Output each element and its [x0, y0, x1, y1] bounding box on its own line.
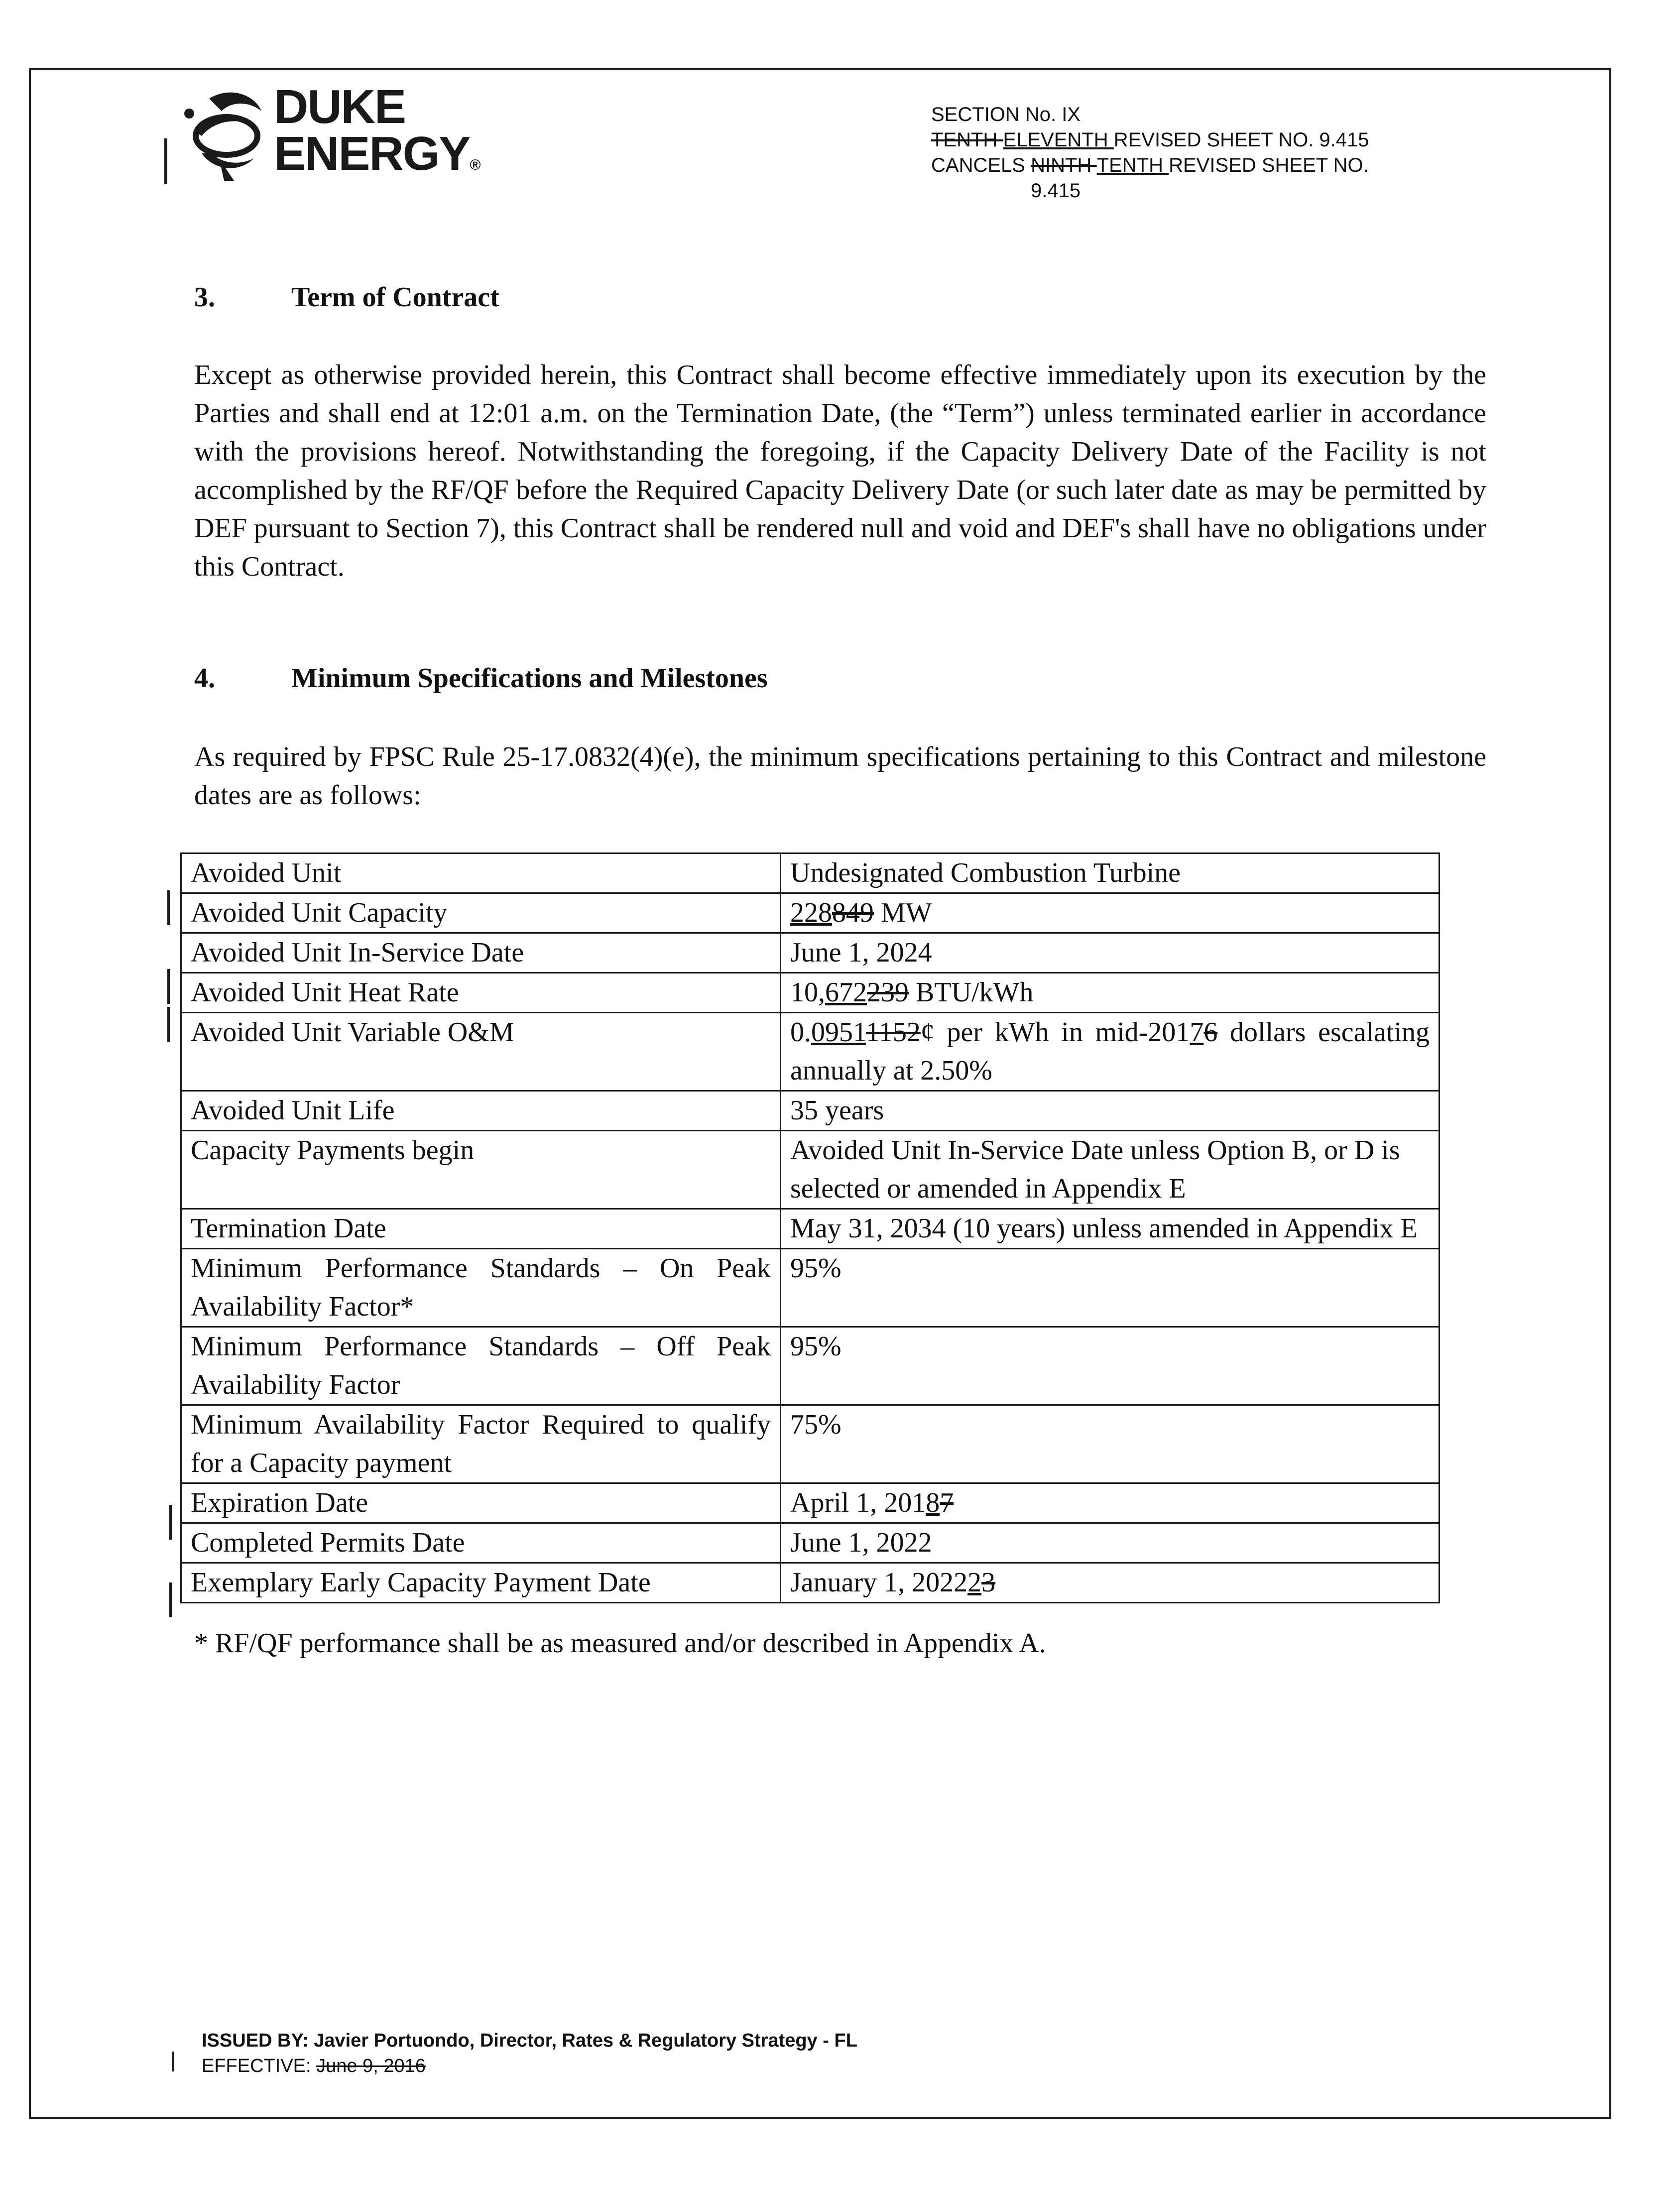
- table-row: [181, 1131, 1440, 1209]
- cancels-old-text: NINTH: [1031, 154, 1097, 176]
- revision-bar: [167, 890, 170, 925]
- row-label: Avoided Unit Heat Rate: [181, 973, 781, 1013]
- table-row: [181, 1249, 1440, 1327]
- cancels-line: [931, 153, 1369, 178]
- row-label: Minimum Performance Standards – Off Peak Availability Factor: [181, 1327, 781, 1405]
- value-text: 10,: [790, 977, 825, 1008]
- duke-energy-globe-icon: [174, 84, 274, 183]
- row-value: 75%: [781, 1405, 1440, 1483]
- table-row: [181, 1209, 1440, 1249]
- inserted-text: 2: [967, 1567, 982, 1598]
- section3-paragraph: Except as otherwise provided herein, this Contract shall become effective immediately upon its execution by the Parties and shall end at 12:01 a.m. on the Termination Date, (the “Term”) unless terminated earlier in accordance with the provisions hereof. Notwithstanding the foregoing, if the Capacity Delivery Date of the Facility is not accomplished by the RF/QF before the Required Capacity Delivery Date (or such later date as may be permitted by DEF pursuant to Section 7), this Contract shall be rendered null and void and DEF's shall have no obligations under this Contract.: [194, 360, 1486, 582]
- row-value: June 1, 2022: [781, 1523, 1440, 1563]
- deleted-text: 7: [940, 1487, 954, 1518]
- table-row: [181, 1013, 1440, 1091]
- row-label: Avoided Unit: [181, 853, 781, 893]
- inserted-text: 228: [790, 897, 832, 928]
- revision-bar: [172, 2052, 174, 2071]
- row-label: Minimum Availability Factor Required to qualify for a Capacity payment: [181, 1405, 781, 1483]
- cancels-new-text: TENTH: [1096, 154, 1169, 176]
- row-label: Avoided Unit In-Service Date: [181, 933, 781, 973]
- row-value: 35 years: [781, 1091, 1440, 1131]
- specifications-table: [180, 852, 1440, 1603]
- row-label: Capacity Payments begin: [181, 1131, 781, 1209]
- table-row: [181, 1327, 1440, 1405]
- row-value: [781, 893, 1440, 933]
- revision-bar: [169, 1582, 172, 1617]
- row-value: [781, 1013, 1440, 1091]
- row-label: Expiration Date: [181, 1483, 781, 1523]
- table-footnote: * RF/QF performance shall be as measured and/or described in Appendix A.: [194, 1628, 1046, 1659]
- logo-wordmark: [274, 80, 480, 189]
- logo-divider: [164, 138, 167, 184]
- table-row: [181, 893, 1440, 933]
- sheet-new-text: ELEVENTH: [1003, 129, 1114, 151]
- inserted-text: 0951: [811, 1017, 866, 1048]
- section-number: SECTION No. IX: [931, 104, 1081, 125]
- cancels-rest-text: REVISED SHEET NO.: [1169, 154, 1369, 176]
- sheet-old-text: TENTH: [931, 129, 1003, 151]
- value-text: dollars escalating annually at 2.50%: [790, 1017, 1430, 1086]
- table-row: [181, 973, 1440, 1013]
- deleted-text: 239: [867, 977, 909, 1008]
- value-text: January 1, 2022: [790, 1567, 968, 1598]
- effective-old-date: June 9, 2016: [316, 2056, 426, 2076]
- logo-line2: ENERGY: [274, 127, 470, 180]
- section3-title: Term of Contract: [291, 282, 499, 313]
- row-value: [781, 1483, 1440, 1523]
- revision-bar: [169, 1505, 172, 1540]
- cancels-sheet-number: 9.415: [1031, 180, 1081, 202]
- row-label: Termination Date: [181, 1209, 781, 1249]
- row-label: Exemplary Early Capacity Payment Date: [181, 1563, 781, 1603]
- section4-title: Minimum Specifications and Milestones: [291, 663, 768, 694]
- row-label: Avoided Unit Life: [181, 1091, 781, 1131]
- row-value: Undesignated Combustion Turbine: [781, 853, 1440, 893]
- issued-by: ISSUED BY: Javier Portuondo, Director, Rates & Regulatory Strategy - FL: [202, 2030, 857, 2051]
- unit-text: MW: [874, 897, 932, 928]
- table-row: [181, 1483, 1440, 1523]
- deleted-text: 1152: [865, 1017, 921, 1048]
- row-label: Minimum Performance Standards – On Peak Availability Factor*: [181, 1249, 781, 1327]
- unit-text: BTU/kWh: [909, 977, 1034, 1008]
- cancels-label: CANCELS: [931, 154, 1031, 176]
- inserted-text: 7: [1190, 1017, 1204, 1048]
- table-row: [181, 933, 1440, 973]
- deleted-text: 849: [832, 897, 874, 928]
- value-text: April 1, 201: [790, 1487, 926, 1518]
- deleted-text: 6: [1203, 1017, 1218, 1048]
- value-text: ¢ per kWh in mid-201: [920, 1017, 1190, 1048]
- table-row: [181, 1091, 1440, 1131]
- table-row: [181, 1523, 1440, 1563]
- section4-number: 4.: [194, 663, 215, 694]
- sheet-header: [931, 102, 1369, 204]
- row-value: June 1, 2024: [781, 933, 1440, 973]
- table-row: [181, 1405, 1440, 1483]
- inserted-text: 8: [926, 1487, 940, 1518]
- revision-bar: [167, 969, 170, 1004]
- row-label: Avoided Unit Variable O&M: [181, 1013, 781, 1091]
- section3-number: 3.: [194, 282, 215, 313]
- logo-registered-mark: ®: [470, 157, 480, 173]
- section4-intro: As required by FPSC Rule 25-17.0832(4)(e), the minimum specifications pertaining to this Contract and milestone dates are as follows:: [194, 741, 1486, 811]
- table-row: [181, 1563, 1440, 1603]
- effective-date: [202, 2055, 426, 2077]
- row-label: Completed Permits Date: [181, 1523, 781, 1563]
- revised-sheet-line: [931, 127, 1369, 153]
- inserted-text: 672: [825, 977, 867, 1008]
- row-value: [781, 973, 1440, 1013]
- deleted-text: 3: [981, 1567, 996, 1598]
- table-row: [181, 853, 1440, 893]
- row-value: 95%: [781, 1249, 1440, 1327]
- revision-bar: [167, 1007, 170, 1042]
- value-text: 0.: [790, 1017, 811, 1048]
- row-label: Avoided Unit Capacity: [181, 893, 781, 933]
- sheet-rest-text: REVISED SHEET NO. 9.415: [1113, 129, 1369, 151]
- duke-energy-logo: [159, 80, 480, 183]
- row-value: [781, 1563, 1440, 1603]
- row-value: May 31, 2034 (10 years) unless amended in Appendix E: [781, 1209, 1440, 1249]
- row-value: Avoided Unit In-Service Date unless Option B, or D is selected or amended in Appendix E: [781, 1131, 1440, 1209]
- effective-label: EFFECTIVE:: [202, 2056, 317, 2076]
- row-value: 95%: [781, 1327, 1440, 1405]
- logo-line1: DUKE: [274, 80, 406, 133]
